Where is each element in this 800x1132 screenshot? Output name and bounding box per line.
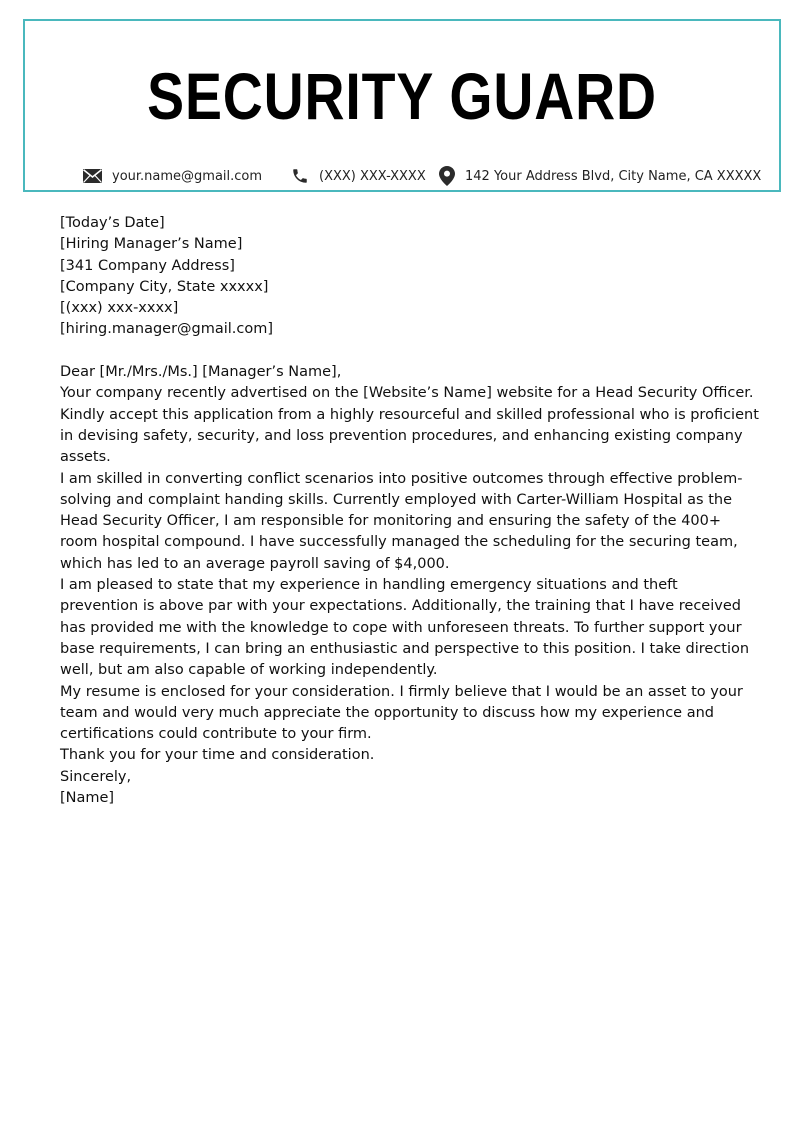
recipient-address: [341 Company Address] — [60, 257, 235, 274]
envelope-icon — [83, 169, 102, 183]
recipient-block — [60, 234, 760, 340]
letter-body — [60, 213, 760, 809]
salutation: Dear [Mr./Mrs./Ms.] [Manager’s Name], — [60, 364, 342, 381]
address-text: 142 Your Address Blvd, City Name, CA XXXXX — [465, 168, 762, 184]
thanks-line: Thank you for your time and consideration. — [60, 747, 375, 764]
phone-text: (XXX) XXX-XXXX — [319, 168, 426, 184]
body-paragraph: My resume is enclosed for your consideration. I firmly believe that I would be an asset to your team and would very much appreciate the opportunity to discuss how my experience and certifications could contribute to your firm. — [60, 683, 743, 743]
signature-name: [Name] — [60, 790, 115, 807]
page-title: SECURITY GUARD — [147, 59, 657, 133]
map-pin-icon — [439, 166, 455, 186]
contact-address — [439, 164, 761, 188]
body-paragraph: I am pleased to state that my experience in handling emergency situations and theft prevention is above par with your expectations. Additionally, the training that I have received has provided me with the knowledge to cope with unforeseen threats. To further support your base requirements, I can bring an enthusiastic and perspective to this position. I take direction well, but am also capable of working independently. — [60, 577, 750, 679]
recipient-phone: [(xxx) xxx-xxxx] — [60, 300, 179, 317]
header-box — [23, 19, 781, 192]
email-text: your.name@gmail.com — [112, 168, 263, 184]
contact-info-row — [25, 164, 779, 188]
recipient-city: [Company City, State xxxxx] — [60, 278, 269, 295]
letter-date: [Today’s Date] — [60, 215, 165, 231]
recipient-name: [Hiring Manager’s Name] — [60, 236, 243, 253]
contact-phone — [291, 164, 426, 188]
closing-line: Sincerely, — [60, 768, 132, 785]
body-paragraph: Your company recently advertised on the [Website’s Name] website for a Head Security Officer. Kindly accept this application from a highly resourceful and skilled professional who is proficient in devising safety, security, and loss prevention procedures, and enhancing existing company assets. — [60, 385, 759, 466]
body-paragraph: I am skilled in converting conflict scenarios into positive outcomes through effective problem-solving and complaint handing skills. Currently employed with Carter-William Hospital as the Head Security Officer, I am responsible for monitoring and ensuring the safety of the 400+ room hospital compound. I have successfully managed the scheduling for the securing team, which has led to an average payroll saving of $4,000. — [60, 470, 743, 572]
recipient-email: [hiring.manager@gmail.com] — [60, 321, 274, 338]
contact-email — [83, 164, 262, 188]
phone-icon — [291, 167, 309, 185]
